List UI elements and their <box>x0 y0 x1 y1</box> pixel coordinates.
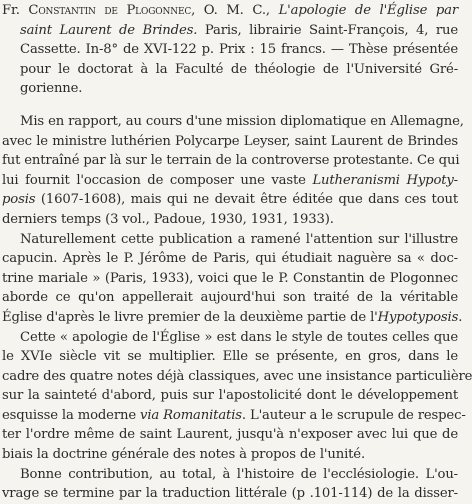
p2-line2: capucin. Après le P. Jérôme de Paris, qui étudiait naguère sa « doc- <box>2 251 458 267</box>
paragraph-4 <box>2 465 458 504</box>
p4-line2: vrage se termine par la traduction littérale (p .101-114) de la disser- <box>2 486 458 502</box>
author-initial: Fr. <box>2 3 20 18</box>
p1-line4-text: lui fournit l'occasion de composer une vaste <box>2 172 313 188</box>
p1-line6: derniers temps (3 vol., Padoue, 1930, 1931, 1933). <box>2 211 334 227</box>
p2-line1: Naturellement cette publication a ramené l'attention sur l'illustre <box>20 231 458 247</box>
p1-line1: Mis en rapport, au cours d'une mission diplomatique en Allemagne, <box>20 113 464 129</box>
paragraph-2 <box>2 230 463 328</box>
p3-line3: cadre des quatre notes déjà classiques, avec une insistance particulière <box>2 368 472 384</box>
via-romanitatis: via Romanitatis <box>140 407 242 423</box>
paragraph-1 <box>2 112 464 230</box>
p2-line4: aborde ce qu'on appellerait aujourd'hui son traité de la véritable <box>2 290 458 306</box>
section-gap <box>2 99 458 112</box>
publisher-line1: Paris, librairie Saint-François, 4, rue <box>197 22 459 38</box>
publisher-line3: pour le doctorat à la Faculté de théologie de l'Université Gré- <box>20 61 458 77</box>
p3-line6: ter l'ordre même de saint Laurent, jusqu'à n'exposer avec lui que de <box>2 427 458 443</box>
book-title-part1: L'apologie de l'Église par <box>278 3 459 18</box>
p3-line4: sur la sainteté d'abord, puis sur l'apostolicité dont le développement <box>2 388 458 404</box>
p2-line5-end: . <box>458 309 463 325</box>
p1-line5-text: (1607-1608), mais qui ne devait être éditée que dans ces tout <box>35 192 458 208</box>
p4-line1: Bonne contribution, au total, à l'histoire de l'ecclésiologie. L'ou- <box>20 466 458 482</box>
p3-line5-end: . L'auteur a le scrupule de respec- <box>241 407 466 423</box>
publisher-line2: Cassette. In-8° de XVI-122 p. Prix : 15 francs. — Thèse présentée <box>20 42 458 58</box>
publisher-line4: gorienne. <box>20 81 83 97</box>
p1-line2: avec le ministre luthérien Polycarpe Leyser, saint Laurent de Brindes <box>2 133 458 149</box>
work-title-b: posis <box>2 192 36 208</box>
book-title-part2: saint Laurent de Brindes. <box>20 22 198 38</box>
paragraph-3 <box>2 328 472 465</box>
p2-line3: trine mariale » (Paris, 1933), voici que le P. Constantin de Plogonnec <box>2 270 458 286</box>
p2-line5-text: Église d'après le livre premier de la deuxième partie de l' <box>2 309 378 325</box>
p3-line7: biais la doctrine générale des notes à propos de l'unité. <box>2 447 365 463</box>
p3-line1: Cette « apologie de l'Église » est dans le style de toutes celles que <box>20 329 458 345</box>
review-header <box>2 1 458 99</box>
p3-line5-text: esquisse la moderne <box>2 407 141 423</box>
author-name: Constantin de Plogonnec <box>28 3 192 18</box>
hypotyposis-title: Hypotyposis <box>377 309 459 325</box>
p1-line3: fut entraîné par là sur le terrain de la controverse protestante. Ce qui <box>2 153 460 169</box>
work-title-a: Lutheranismi Hypoty- <box>312 172 458 188</box>
author-order: , O. M. C., <box>191 3 270 18</box>
p3-line2: le XVIe siècle vit se multiplier. Elle se présente, en gros, dans le <box>2 349 458 365</box>
